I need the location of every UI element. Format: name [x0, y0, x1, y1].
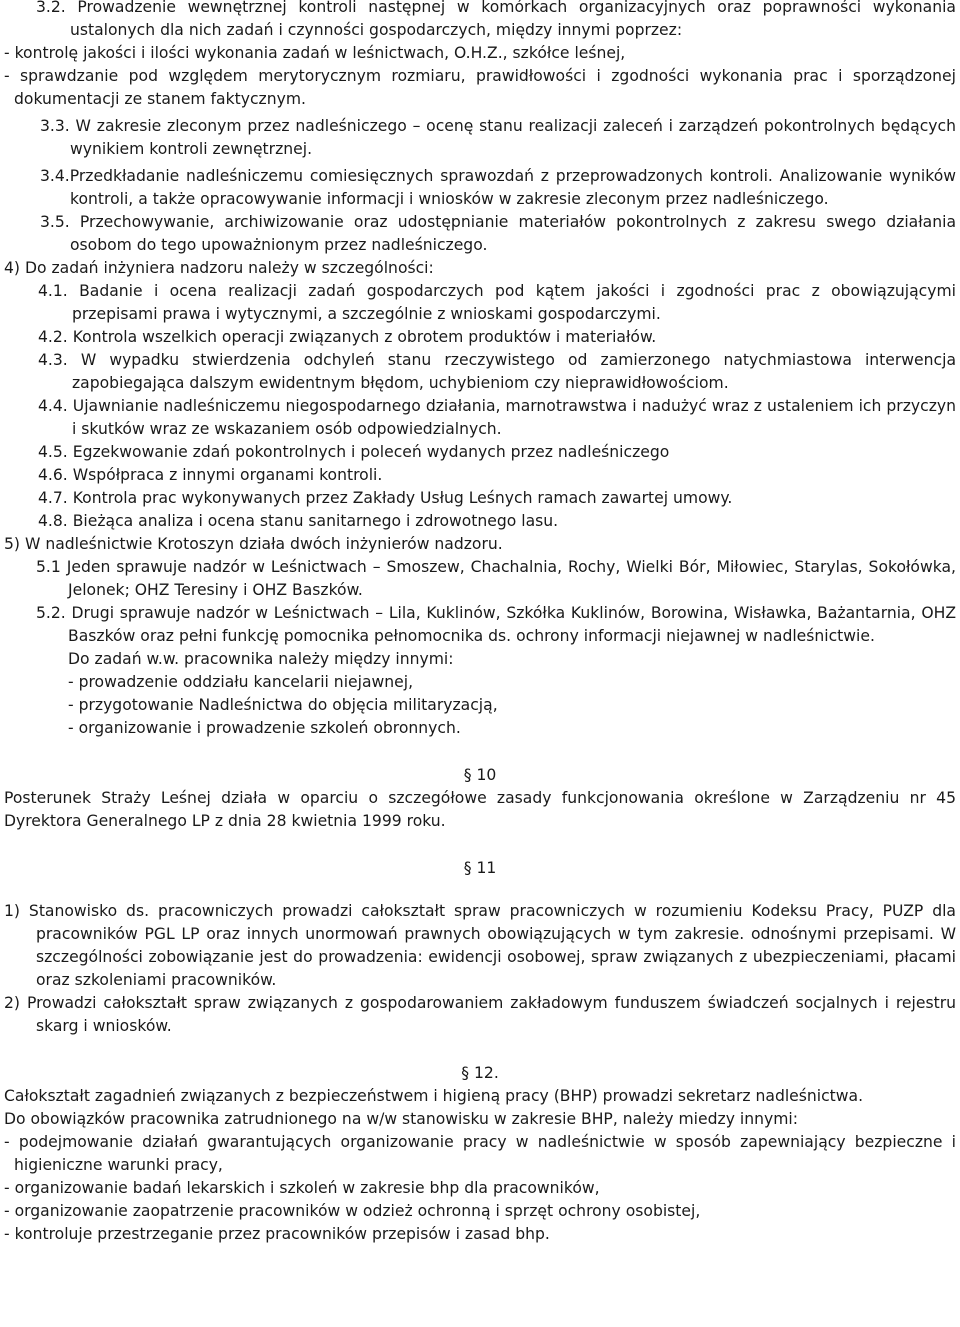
paragraph-11-2: 2) Prowadzi całokształt spraw związanych z gospodarowaniem zakładowym funduszem świadczeń socjalnych i rejestru skarg i wniosków. [4, 994, 956, 1035]
paragraph-4: 4) Do zadań inżyniera nadzoru należy w szczególności: [4, 259, 434, 277]
paragraph-12-item-4: - kontroluje przestrzeganie przez pracowników przepisów i zasad bhp. [4, 1225, 550, 1243]
paragraph-5-2-item-2: - przygotowanie Nadleśnictwa do objęcia militaryzacją, [68, 696, 498, 714]
paragraph-3-2-item-2: - sprawdzanie pod względem merytorycznym rozmiaru, prawidłowości i zgodności wykonania prac i sporządzonej dokumentacji ze stanem faktycznym. [4, 67, 956, 108]
paragraph-10: Posterunek Straży Leśnej działa w oparciu o szczegółowe zasady funkcjonowania określone w Zarządzeniu nr 45 Dyrektora Generalnego LP z dnia 28 kwietnia 1999 roku. [4, 789, 956, 830]
paragraph-12-item-3: - organizowanie zaopatrzenie pracowników w odzież ochronną i sprzęt ochrony osobistej, [4, 1202, 701, 1220]
section-heading-11: § 11 [463, 859, 497, 877]
paragraph-3-3: 3.3. W zakresie zleconym przez nadleśniczego – ocenę stanu realizacji zaleceń i zarządzeń pokontrolnych będących wynikiem kontroli zewnętrznej. [40, 117, 956, 158]
paragraph-4-8: 4.8. Bieżąca analiza i ocena stanu sanitarnego i zdrowotnego lasu. [38, 512, 559, 530]
paragraph-12-item-1: - podejmowanie działań gwarantujących organizowanie pracy w nadleśnictwie w sposób zapewniający bezpieczne i higieniczne warunki pracy, [4, 1133, 956, 1174]
section-heading-12: § 12. [461, 1064, 499, 1082]
paragraph-12-2: Do obowiązków pracownika zatrudnionego na w/w stanowisku w zakresie BHP, należy miedzy innymi: [4, 1110, 798, 1128]
paragraph-12-1: Całokształt zagadnień związanych z bezpieczeństwem i higieną pracy (BHP) prowadzi sekretarz nadleśnictwa. [4, 1087, 864, 1105]
paragraph-5-1: 5.1 Jeden sprawuje nadzór w Leśnictwach – Smoszew, Chachalnia, Rochy, Wielki Bór, Miłowiec, Starylas, Sokołówka, Jelonek; OHZ Teresiny i OHZ Baszków. [36, 558, 956, 599]
section-heading-10: § 10 [463, 766, 497, 784]
paragraph-12-item-2: - organizowanie badań lekarskich i szkoleń w zakresie bhp dla pracowników, [4, 1179, 600, 1197]
paragraph-5-2-item-1: - prowadzenie oddziału kancelarii niejawnej, [68, 673, 414, 691]
paragraph-5-2-intro: Do zadań w.w. pracownika należy między innymi: [68, 650, 454, 668]
paragraph-4-6: 4.6. Współpraca z innymi organami kontroli. [38, 466, 383, 484]
paragraph-3-5: 3.5. Przechowywanie, archiwizowanie oraz udostępnianie materiałów pokontrolnych z zakresu swego działania osobom do tego upoważnionym przez nadleśniczego. [40, 213, 956, 254]
paragraph-4-7: 4.7. Kontrola prac wykonywanych przez Zakłady Usług Leśnych ramach zawartej umowy. [38, 489, 733, 507]
paragraph-5: 5) W nadleśnictwie Krotoszyn działa dwóch inżynierów nadzoru. [4, 535, 503, 553]
paragraph-3-4: 3.4.Przedkładanie nadleśniczemu comiesięcznych sprawozdań z przeprowadzonych kontroli. Analizowanie wyników kontroli, a także opracowywanie informacji i wniosków w zakresie zleconym przez nadleśniczego. [40, 167, 956, 208]
paragraph-5-2: 5.2. Drugi sprawuje nadzór w Leśnictwach – Lila, Kuklinów, Szkółka Kuklinów, Borowina, Wisławka, Bażantarnia, OHZ Baszków oraz pełni funkcję pomocnika pełnomocnika ds. ochrony informacji niejawnej w nadleśnictwie. [36, 604, 956, 645]
paragraph-4-3: 4.3. W wypadku stwierdzenia odchyleń stanu rzeczywistego od zamierzonego natychmiastowa interwencja zapobiegająca dalszym ewidentnym błędom, uchybieniom czy nieprawidłowościom. [38, 351, 956, 392]
paragraph-4-2: 4.2. Kontrola wszelkich operacji związanych z obrotem produktów i materiałów. [38, 328, 657, 346]
paragraph-4-5: 4.5. Egzekwowanie zdań pokontrolnych i poleceń wydanych przez nadleśniczego [38, 443, 670, 461]
paragraph-3-2-item-1: - kontrolę jakości i ilości wykonania zadań w leśnictwach, O.H.Z., szkółce leśnej, [4, 44, 626, 62]
paragraph-11-1: 1) Stanowisko ds. pracowniczych prowadzi całokształt spraw pracowniczych w rozumieniu Kodeksu Pracy, PUZP dla pracowników PGL LP oraz innych unormowań prawnych obowiązujących w tym zakresie. odnośnymi przepisami. W szczególności zobowiązanie jest do prowadzenia: ewidencji osobowej, spraw związanych z ubezpieczeniami, płacami oraz szkoleniami pracowników. [4, 902, 956, 989]
paragraph-4-4: 4.4. Ujawnianie nadleśniczemu niegospodarnego działania, marnotrawstwa i nadużyć wraz z ustaleniem ich przyczyn i skutków wraz ze wskazaniem osób odpowiedzialnych. [38, 397, 956, 438]
paragraph-4-1: 4.1. Badanie i ocena realizacji zadań gospodarczych pod kątem jakości i zgodności prac z obowiązującymi przepisami prawa i wytycznymi, a szczególnie z wnioskami gospodarczymi. [38, 282, 956, 323]
paragraph-5-2-item-3: - organizowanie i prowadzenie szkoleń obronnych. [68, 719, 461, 737]
paragraph-3-2: 3.2. Prowadzenie wewnętrznej kontroli następnej w komórkach organizacyjnych oraz poprawności wykonania ustalonych dla nich zadań i czynności gospodarczych, między innymi poprzez: [36, 0, 956, 39]
